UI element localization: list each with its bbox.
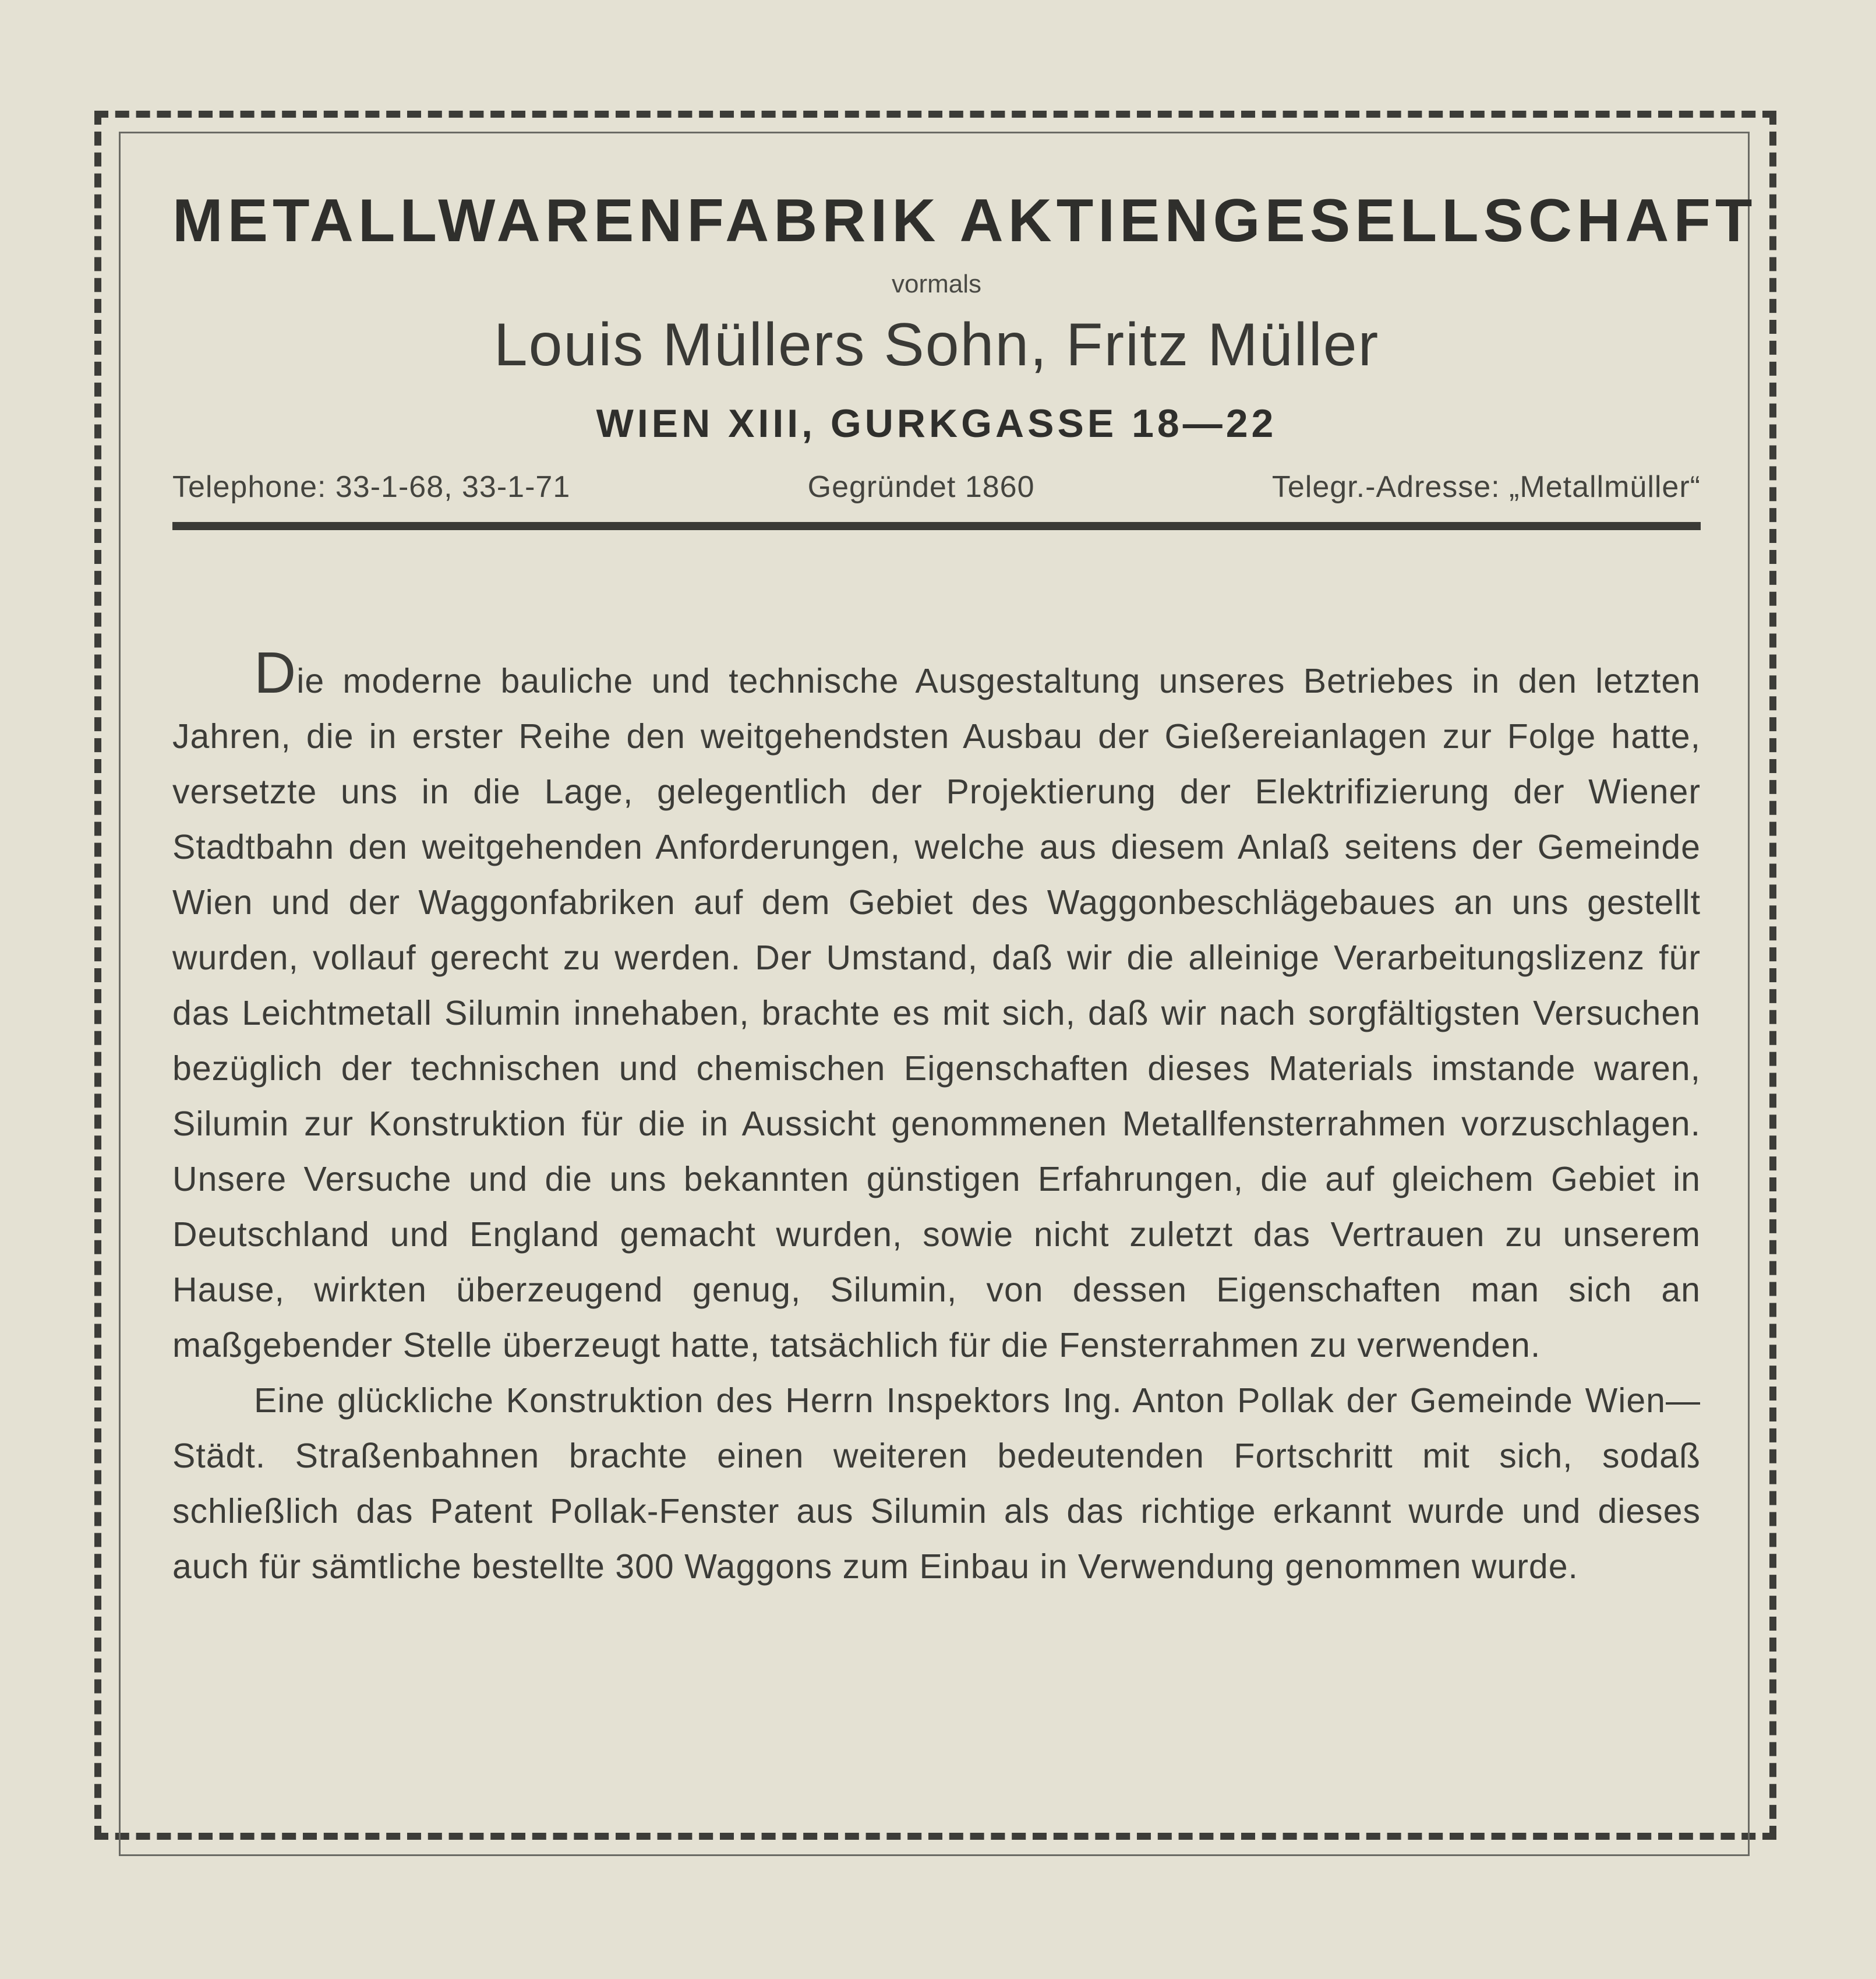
body-text — [172, 640, 1701, 1595]
initial-letter: D — [254, 640, 297, 705]
founded-info: Gegründet 1860 — [807, 470, 1035, 504]
owner-name: Louis Müllers Sohn, Fritz Müller — [493, 311, 1380, 379]
paragraph-1-text: ie moderne bauliche und technische Ausgestaltung unseres Betriebes in den letzten Jahren, die in erster Reihe den weitgehendsten Ausbau der Gießereianlagen zur Folge hatte, versetzte uns in die Lage, gelegentlich der Projektierung der Elektrifizierung der Wiener Stadtbahn den weitgehenden Anforderungen, welche aus diesem Anlaß seitens der Gemeinde Wien und der Waggonfabriken auf dem Gebiet des Waggonbeschlägebaues an uns gestellt wurden, vollauf gerecht zu werden. Der Umstand, daß wir die alleinige Verarbeitungslizenz für das Leichtmetall Silumin innehaben, brachte es mit sich, daß wir nach sorgfältigsten Versuchen bezüglich der technischen und chemischen Eigenschaften dieses Materials imstande waren, Silumin zur Konstruktion für die in Aussicht genommenen Metallfensterrahmen vorzuschlagen. Unsere Versuche und die uns bekannten günstigen Erfahrungen, die auf gleichem Gebiet in Deutschland und England gemacht wurden, sowie nicht zuletzt das Vertrauen zu unserem Hause, wirkten überzeugend genug, Silumin, von dessen Eigenschaften man sich an maßgebender Stelle überzeugt hatte, tatsächlich für die Fensterrahmen zu verwenden. — [172, 662, 1701, 1364]
page-content — [172, 169, 1757, 1595]
contact-row — [172, 470, 1701, 505]
company-address: WIEN XIII, GURKGASSE 18—22 — [596, 401, 1277, 446]
telegram-info: Telegr.-Adresse: „Metallmüller“ — [1271, 470, 1701, 504]
company-name: METALLWARENFABRIK AKTIENGESELLSCHAFT — [172, 187, 1757, 255]
vormals-label: vormals — [891, 270, 982, 298]
header-divider — [172, 522, 1701, 530]
paragraph-1 — [172, 640, 1701, 1373]
paragraph-2: Eine glückliche Konstruktion des Herrn Inspektors Ing. Anton Pollak der Gemeinde Wien—Städt. Straßenbahnen brachte einen weiteren bedeutenden Fortschritt mit sich, sodaß schließlich das Patent Pollak-Fenster aus Silumin als das richtige erkannt wurde und dieses auch für sämtliche bestellte 300 Waggons zum Einbau in Verwendung genommen wurde. — [172, 1381, 1701, 1586]
telephone-info: Telephone: 33-1-68, 33-1-71 — [172, 470, 571, 504]
